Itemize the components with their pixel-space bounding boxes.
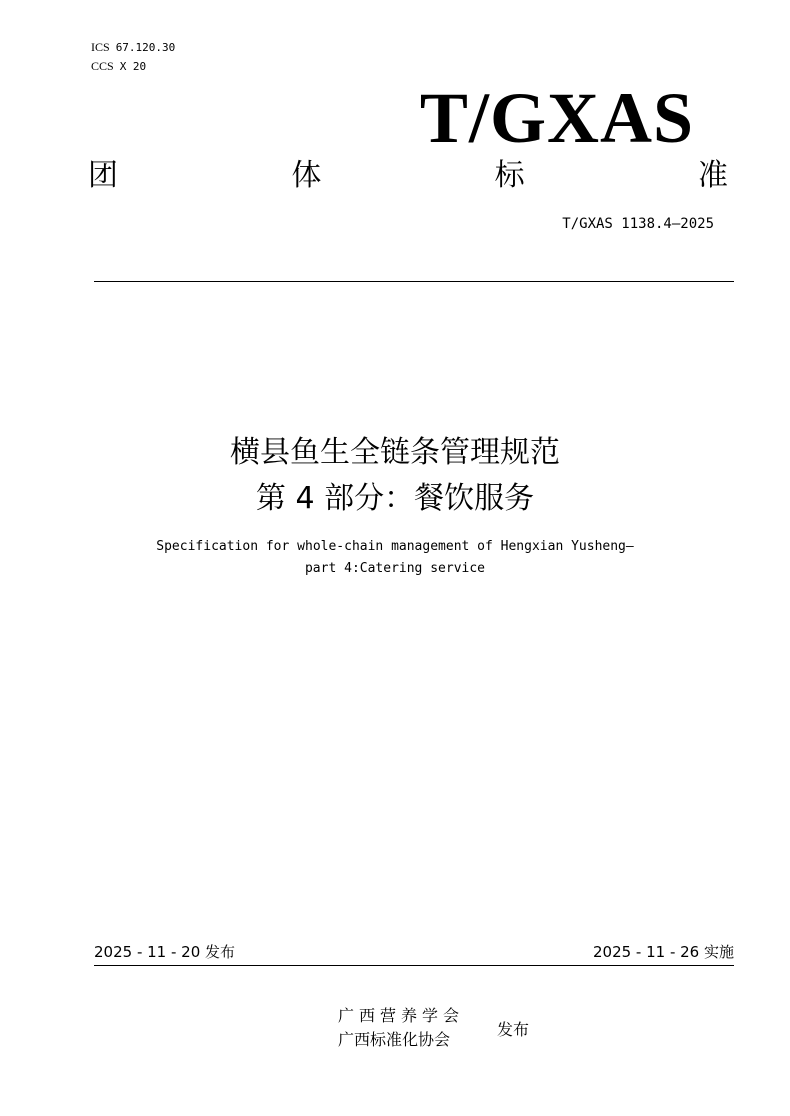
standard-type-char: 体 xyxy=(291,158,322,193)
ics-label: ICS xyxy=(91,40,110,54)
publisher-org-1: 广西营养学会 xyxy=(338,1006,465,1025)
chinese-title-line1: 横县鱼生全链条管理规范 xyxy=(230,435,560,470)
top-divider xyxy=(94,281,734,282)
publisher-list xyxy=(338,1004,464,1052)
standard-type-heading xyxy=(88,150,728,194)
ics-line xyxy=(91,38,175,57)
bottom-divider xyxy=(94,965,734,966)
standard-type-char: 团 xyxy=(88,158,118,193)
standard-number: T/GXAS 1138.4—2025 xyxy=(562,216,714,232)
english-title xyxy=(0,536,790,580)
ccs-line xyxy=(91,57,175,76)
chinese-title xyxy=(0,430,790,522)
ccs-code: X 20 xyxy=(119,60,147,73)
publish-label: 发布 xyxy=(497,1020,530,1039)
issue-date: 2025 - 11 - 20 发布 xyxy=(94,943,236,961)
implementation-date: 2025 - 11 - 26 实施 xyxy=(592,943,734,961)
standard-logo: T/GXAS xyxy=(419,78,694,158)
ccs-label: CCS xyxy=(91,59,114,73)
english-title-line2: part 4:Catering service xyxy=(304,561,485,576)
standard-type-char: 标 xyxy=(494,158,525,193)
english-title-line1: Specification for whole-chain management of Hengxian Yusheng— xyxy=(156,539,634,554)
standard-type-char: 准 xyxy=(697,158,728,193)
publisher-org-2: 广西标准化协会 xyxy=(338,1030,451,1049)
classification-codes xyxy=(91,38,175,76)
chinese-title-line2: 第 4 部分：餐饮服务 xyxy=(255,481,535,516)
ics-code: 67.120.30 xyxy=(115,41,176,54)
